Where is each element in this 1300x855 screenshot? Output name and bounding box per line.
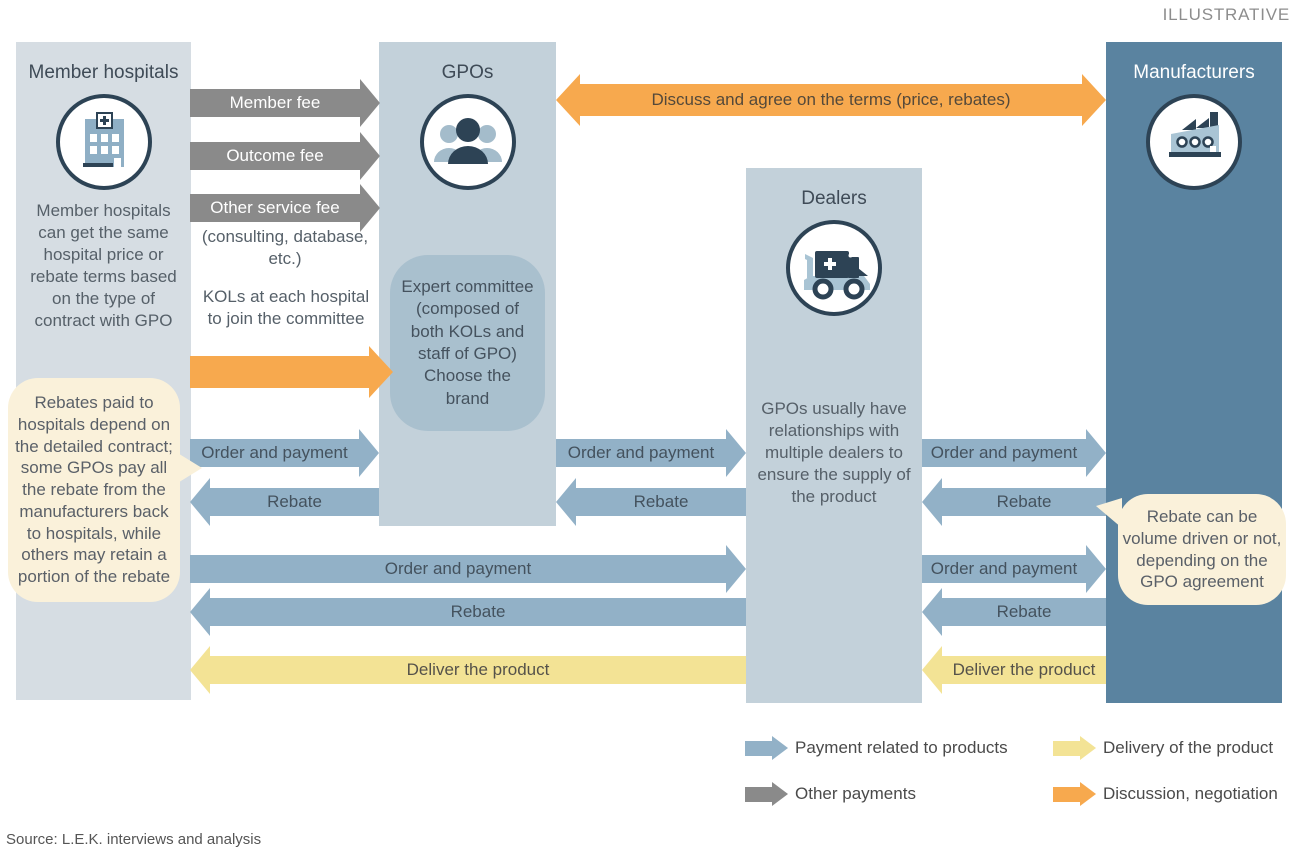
arrow-kols-to-committee <box>190 346 393 398</box>
arrow-label: Order and payment <box>922 439 1086 467</box>
arrowhead-right-icon <box>1082 74 1106 126</box>
arrow-label: Order and payment <box>190 555 726 583</box>
arrow-label: Outcome fee <box>190 142 360 170</box>
arrowhead-left-icon <box>556 74 580 126</box>
arrow-label: Order and payment <box>556 439 726 467</box>
callout-right-text: Rebate can be volume driven or not, depending on the GPO agreement <box>1122 507 1282 592</box>
legend-arrow-gray-icon <box>745 782 788 806</box>
source-note: Source: L.E.K. interviews and analysis <box>6 831 262 848</box>
arrow-label: Member fee <box>190 89 360 117</box>
legend-item-other-payments <box>745 782 916 806</box>
arrowhead-right-icon <box>369 346 393 398</box>
legend-label: Delivery of the product <box>1103 738 1274 757</box>
arrow-order-dealers-manufacturers <box>922 429 1106 477</box>
arrow-rebate-manufacturers-dealers <box>922 478 1106 526</box>
arrowhead-left-icon <box>556 478 576 526</box>
arrow-label: Rebate <box>210 488 379 516</box>
legend-arrow-yellow-icon <box>1053 736 1096 760</box>
arrow-label: Rebate <box>210 598 746 626</box>
panel-title: GPOs <box>441 62 494 83</box>
arrowhead-right-icon <box>359 429 379 477</box>
callout-left-text: Rebates paid to hospitals depend on the detailed contract; some GPOs pay all the rebate from the manufacturers back to hospitals, while others may retain a portion of the rebate <box>15 393 173 586</box>
arrow-body <box>190 356 369 388</box>
arrow-label: Order and payment <box>922 555 1086 583</box>
legend-label: Discussion, negotiation <box>1103 784 1278 803</box>
arrow-rebate-dealers-hospital <box>190 588 746 636</box>
illustrative-tag: ILLUSTRATIVE <box>1162 5 1290 24</box>
callout-pointer-icon <box>1096 498 1122 528</box>
legend-item-discussion <box>1053 782 1278 806</box>
callout-right <box>1118 494 1286 605</box>
panel-title: Dealers <box>801 188 867 209</box>
arrowhead-left-icon <box>922 646 942 694</box>
panel-gpos <box>379 42 556 526</box>
member-hospitals-note: Member hospitals can get the same hospital price or rebate terms based on the type of contract with GPO <box>30 201 177 331</box>
arrow-order-gpo-dealers <box>556 429 746 477</box>
arrow-deliver-dealers-hospital <box>190 646 746 694</box>
arrowhead-left-icon <box>190 646 210 694</box>
hospital-icon <box>54 92 154 197</box>
panel-title: Manufacturers <box>1133 62 1255 83</box>
arrowhead-right-icon <box>360 184 380 232</box>
arrow-label: Rebate <box>942 488 1106 516</box>
arrow-label: Other service fee <box>190 194 360 222</box>
arrowhead-left-icon <box>190 588 210 636</box>
arrow-member-fee <box>190 79 380 127</box>
arrowhead-right-icon <box>726 545 746 593</box>
arrow-label: Rebate <box>576 488 746 516</box>
arrowhead-right-icon <box>1086 429 1106 477</box>
legend-item-payment <box>745 736 1008 760</box>
arrow-order-dealers-manufacturers-2 <box>922 545 1106 593</box>
legend-label: Payment related to products <box>795 738 1008 757</box>
arrowhead-left-icon <box>922 588 942 636</box>
kols-note: KOLs at each hospital to join the committee <box>202 287 370 329</box>
arrow-label: Discuss and agree on the terms (price, rebates) <box>580 84 1082 116</box>
legend-label: Other payments <box>795 784 916 803</box>
arrow-order-hospital-gpo <box>190 429 379 477</box>
arrow-rebate-dealers-gpo <box>556 478 746 526</box>
other-service-detail-note: (consulting, database, etc.) <box>201 227 369 269</box>
dealers-note: GPOs usually have relationships with multiple dealers to ensure the supply of the product <box>757 399 911 507</box>
arrowhead-left-icon <box>190 478 210 526</box>
panel-dealers <box>746 168 922 703</box>
arrow-outcome-fee <box>190 132 380 180</box>
legend-arrow-orange-icon <box>1053 782 1096 806</box>
arrow-rebate-manufacturers-dealers-2 <box>922 588 1106 636</box>
arrowhead-right-icon <box>360 79 380 127</box>
arrowhead-left-icon <box>922 478 942 526</box>
arrow-order-hospital-dealers <box>190 545 746 593</box>
callout-pointer-icon <box>176 452 202 484</box>
factory-icon <box>1144 92 1244 197</box>
arrow-label: Order and payment <box>190 439 359 467</box>
arrow-label: Deliver the product <box>210 656 746 684</box>
gpo-people-icon <box>418 92 518 197</box>
callout-left <box>8 378 180 602</box>
panel-title: Member hospitals <box>28 62 179 83</box>
arrow-other-service-fee <box>190 184 380 232</box>
arrowhead-right-icon <box>726 429 746 477</box>
arrow-deliver-manufacturers-dealers <box>922 646 1106 694</box>
arrow-discuss-negotiate <box>556 74 1106 126</box>
arrow-label: Rebate <box>942 598 1106 626</box>
arrowhead-right-icon <box>360 132 380 180</box>
legend-arrow-blue-icon <box>745 736 788 760</box>
expert-committee-bubble: Expert committee (composed of both KOLs and staff of GPO) Choose the brand <box>390 255 545 431</box>
legend-item-delivery <box>1053 736 1273 760</box>
arrowhead-right-icon <box>1086 545 1106 593</box>
arrow-label: Deliver the product <box>942 656 1106 684</box>
dealer-truck-icon <box>784 218 884 323</box>
arrow-rebate-gpo-hospital <box>190 478 379 526</box>
